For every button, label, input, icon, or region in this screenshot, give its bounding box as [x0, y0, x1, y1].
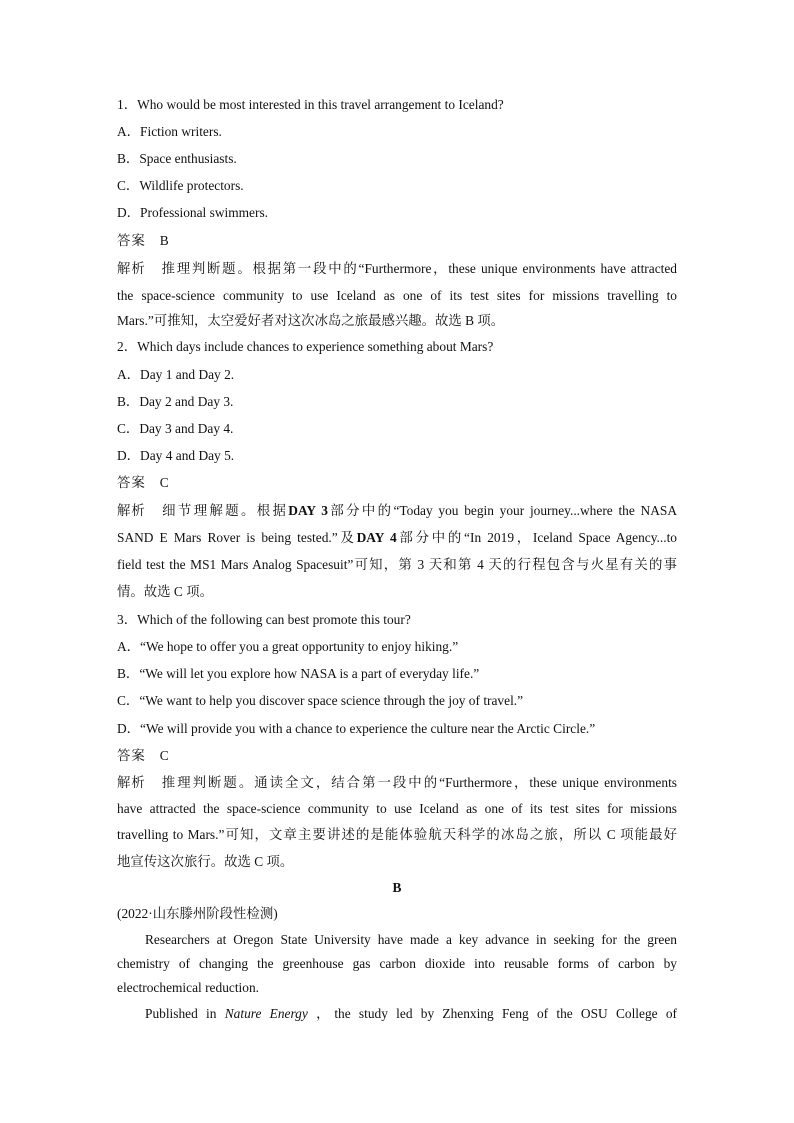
- analysis-text: 推理判断题。根据第一段中的“Furthermore，these unique environments have attracted: [159, 261, 677, 276]
- answer-value: C: [159, 748, 169, 763]
- analysis-text: SAND E Mars Rover is being tested.”及: [117, 530, 357, 545]
- q3-option-c: C．“We want to help you discover space science through the joy of travel.”: [117, 693, 524, 708]
- q3-analysis-line-4: 地宣传这次旅行。故选 C 项。: [117, 854, 294, 869]
- q1-answer: [117, 232, 169, 250]
- q2-option-a: A．Day 1 and Day 2.: [117, 367, 235, 382]
- analysis-text: 部分中的“Today you begin your journey...where the NASA: [328, 503, 677, 518]
- q1-option-d: D．Professional swimmers.: [117, 205, 269, 220]
- q1-analysis-line-2: the space-science community to use Iceland as one of its test sites for missions travelling to: [117, 288, 677, 303]
- q1-option-a: A．Fiction writers.: [117, 124, 222, 139]
- question-3: 3．Which of the following can best promote this tour?: [117, 612, 411, 627]
- answer-label: 答案: [117, 233, 146, 248]
- q1-analysis-line-1: [117, 260, 677, 278]
- q3-option-a: A．“We hope to offer you a great opportunity to enjoy hiking.”: [117, 639, 459, 654]
- q2-analysis-line-3: field test the MS1 Mars Analog Spacesuit”可知，第 3 天和第 4 天的行程包含与火星有关的事: [117, 557, 677, 572]
- analysis-label: 解析: [117, 503, 146, 518]
- passage-source: (2022·山东滕州阶段性检测): [117, 906, 278, 921]
- q3-analysis-line-3: travelling to Mars.”可知，文章主要讲述的是能体验航天科学的冰岛之旅，所以 C 项能最好: [117, 827, 677, 842]
- q2-analysis-line-1: [117, 502, 677, 520]
- paragraph-text: ，the study led by Zhenxing Feng of the OSU College of: [316, 1006, 677, 1021]
- q3-analysis-line-1: [117, 774, 677, 792]
- answer-value: C: [159, 475, 169, 490]
- paragraph-1-line-2: chemistry of changing the greenhouse gas carbon dioxide into reusable forms of carbon by: [117, 956, 677, 971]
- analysis-text: 推理判断题。通读全文，结合第一段中的“Furthermore，these unique environments: [159, 775, 677, 790]
- day-label: DAY 3: [288, 503, 328, 518]
- q1-analysis-line-3: Mars.”可推知，太空爱好者对这次冰岛之旅最感兴趣。故选 B 项。: [117, 313, 505, 328]
- q2-option-d: D．Day 4 and Day 5.: [117, 448, 235, 463]
- analysis-text: 细节理解题。根据: [159, 503, 289, 518]
- answer-label: 答案: [117, 475, 146, 490]
- analysis-text: 部分中的“In 2019，Iceland Space Agency...to: [396, 530, 677, 545]
- q3-answer: [117, 747, 169, 765]
- q2-option-b: B．Day 2 and Day 3.: [117, 394, 234, 409]
- section-heading: B: [392, 880, 402, 895]
- q2-analysis-line-2: [117, 529, 677, 547]
- journal-name: Nature Energy: [224, 1006, 308, 1021]
- q1-option-b: B．Space enthusiasts.: [117, 151, 237, 166]
- q2-option-c: C．Day 3 and Day 4.: [117, 421, 234, 436]
- q1-option-c: C．Wildlife protectors.: [117, 178, 244, 193]
- q3-option-d: D．“We will provide you with a chance to experience the culture near the Arctic Circle.”: [117, 721, 596, 736]
- q2-answer: [117, 474, 169, 492]
- analysis-label: 解析: [117, 261, 146, 276]
- paragraph-1-line-3: electrochemical reduction.: [117, 980, 260, 995]
- paragraph-2-line-1: [145, 1005, 677, 1023]
- q2-analysis-line-4: 情。故选 C 项。: [117, 584, 213, 599]
- answer-value: B: [159, 233, 169, 248]
- analysis-label: 解析: [117, 775, 146, 790]
- day-label: DAY 4: [356, 530, 397, 545]
- paragraph-text: Published in: [145, 1006, 217, 1021]
- q3-option-b: B．“We will let you explore how NASA is a part of everyday life.”: [117, 666, 480, 681]
- question-2: 2．Which days include chances to experience something about Mars?: [117, 339, 494, 354]
- q3-analysis-line-2: have attracted the space-science community to use Iceland as one of its test sites for missions: [117, 801, 677, 816]
- question-1: 1．Who would be most interested in this travel arrangement to Iceland?: [117, 97, 504, 112]
- paragraph-1-line-1: Researchers at Oregon State University have made a key advance in seeking for the green: [145, 932, 677, 947]
- answer-label: 答案: [117, 748, 146, 763]
